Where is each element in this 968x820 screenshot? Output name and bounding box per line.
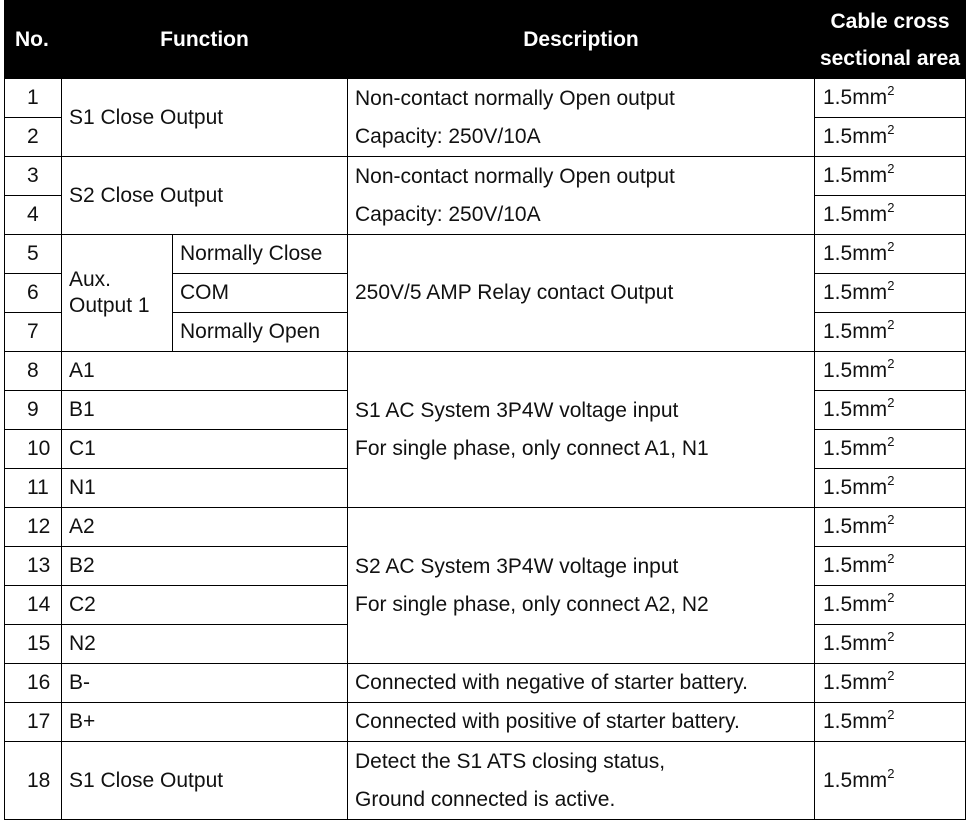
description-cell: Connected with positive of starter battery. [348, 703, 815, 742]
function-cell: S2 Close Output [62, 157, 348, 235]
cable-sup: 2 [887, 434, 895, 449]
header-no: No. [5, 1, 62, 79]
description-line: Capacity: 250V/10A [355, 202, 541, 226]
cable-area-cell [815, 547, 966, 586]
cable-sup: 2 [887, 200, 895, 215]
cable-value: 1.5mm [823, 632, 888, 655]
cable-area-cell [815, 235, 966, 274]
description-cell [348, 352, 815, 508]
description-line: Detect the S1 ATS closing status, [355, 749, 666, 773]
cable-sup: 2 [887, 629, 895, 644]
table-row [5, 235, 966, 274]
function-cell: N2 [62, 625, 348, 664]
cable-sup: 2 [887, 707, 895, 722]
row-number: 17 [5, 703, 62, 742]
cable-value: 1.5mm [823, 437, 888, 460]
cable-area-cell [815, 79, 966, 118]
row-number: 7 [5, 313, 62, 352]
cable-sup: 2 [887, 590, 895, 605]
cable-value: 1.5mm [823, 398, 888, 421]
aux-label-line: Aux. [69, 268, 112, 291]
row-number: 13 [5, 547, 62, 586]
cable-sup: 2 [887, 122, 895, 137]
row-number: 5 [5, 235, 62, 274]
table-row [5, 79, 966, 118]
description-cell: 250V/5 AMP Relay contact Output [348, 235, 815, 352]
function-cell: S1 Close Output [62, 742, 348, 820]
description-cell [348, 157, 815, 235]
cable-area-cell [815, 352, 966, 391]
cable-area-cell [815, 118, 966, 157]
description-line: S2 AC System 3P4W voltage input [355, 554, 679, 578]
terminal-function-table [4, 0, 966, 820]
table-row [5, 742, 966, 820]
cable-area-cell [815, 274, 966, 313]
cable-value: 1.5mm [823, 710, 888, 733]
table-row [5, 508, 966, 547]
cable-value: 1.5mm [823, 203, 888, 226]
function-cell: B2 [62, 547, 348, 586]
cable-area-cell [815, 391, 966, 430]
sub-function-cell: Normally Open [173, 313, 348, 352]
cable-area-cell [815, 157, 966, 196]
header-function: Function [62, 1, 348, 79]
function-cell: C2 [62, 586, 348, 625]
cable-value: 1.5mm [823, 164, 888, 187]
cable-value: 1.5mm [823, 768, 888, 792]
aux-label-line: Output 1 [69, 294, 150, 317]
cable-sup: 2 [887, 278, 895, 293]
table-header [5, 1, 966, 79]
cable-area-cell [815, 586, 966, 625]
cable-sup: 2 [887, 765, 895, 781]
cable-sup: 2 [887, 239, 895, 254]
table-row [5, 664, 966, 703]
cable-value: 1.5mm [823, 554, 888, 577]
row-number: 6 [5, 274, 62, 313]
cable-sup: 2 [887, 668, 895, 683]
cable-sup: 2 [887, 317, 895, 332]
cable-value: 1.5mm [823, 359, 888, 382]
row-number: 18 [5, 742, 62, 820]
description-line: For single phase, only connect A1, N1 [355, 436, 709, 460]
cable-value: 1.5mm [823, 593, 888, 616]
sub-function-cell: Normally Close [173, 235, 348, 274]
table-row [5, 352, 966, 391]
row-number: 11 [5, 469, 62, 508]
cable-value: 1.5mm [823, 320, 888, 343]
description-line: For single phase, only connect A2, N2 [355, 592, 709, 616]
header-cable-line2: sectional area [819, 46, 961, 70]
cable-sup: 2 [887, 395, 895, 410]
function-cell: S1 Close Output [62, 79, 348, 157]
description-cell [348, 79, 815, 157]
row-number: 16 [5, 664, 62, 703]
row-number: 14 [5, 586, 62, 625]
row-number: 2 [5, 118, 62, 157]
header-cable-line1: Cable cross [830, 9, 950, 33]
cable-sup: 2 [887, 551, 895, 566]
cable-value: 1.5mm [823, 281, 888, 304]
table-row [5, 703, 966, 742]
function-cell: B+ [62, 703, 348, 742]
function-cell: B- [62, 664, 348, 703]
row-number: 8 [5, 352, 62, 391]
row-number: 10 [5, 430, 62, 469]
header-description: Description [348, 1, 815, 79]
function-cell: N1 [62, 469, 348, 508]
cable-area-cell [815, 664, 966, 703]
cable-sup: 2 [887, 83, 895, 98]
cable-area-cell [815, 508, 966, 547]
cable-area-cell [815, 469, 966, 508]
row-number: 3 [5, 157, 62, 196]
row-number: 9 [5, 391, 62, 430]
cable-area-cell [815, 742, 966, 820]
cable-area-cell [815, 625, 966, 664]
row-number: 12 [5, 508, 62, 547]
cable-sup: 2 [887, 161, 895, 176]
sub-function-cell: COM [173, 274, 348, 313]
cable-value: 1.5mm [823, 671, 888, 694]
description-cell: Connected with negative of starter battery. [348, 664, 815, 703]
cable-value: 1.5mm [823, 125, 888, 148]
description-line: Non-contact normally Open output [355, 164, 675, 188]
cable-value: 1.5mm [823, 242, 888, 265]
cable-area-cell [815, 196, 966, 235]
function-cell: C1 [62, 430, 348, 469]
row-number: 1 [5, 79, 62, 118]
aux-output-label [62, 235, 173, 352]
cable-sup: 2 [887, 512, 895, 527]
row-number: 15 [5, 625, 62, 664]
cable-value: 1.5mm [823, 515, 888, 538]
header-cable-area [815, 1, 966, 79]
table-row [5, 157, 966, 196]
function-cell: A2 [62, 508, 348, 547]
description-cell [348, 508, 815, 664]
function-cell: B1 [62, 391, 348, 430]
description-line: S1 AC System 3P4W voltage input [355, 398, 679, 422]
cable-area-cell [815, 313, 966, 352]
cable-area-cell [815, 703, 966, 742]
description-line: Non-contact normally Open output [355, 86, 675, 110]
cable-area-cell [815, 430, 966, 469]
row-number: 4 [5, 196, 62, 235]
description-line: Ground connected is active. [355, 787, 616, 811]
description-line: Capacity: 250V/10A [355, 124, 541, 148]
cable-sup: 2 [887, 356, 895, 371]
function-cell: A1 [62, 352, 348, 391]
cable-value: 1.5mm [823, 476, 888, 499]
cable-sup: 2 [887, 473, 895, 488]
description-cell [348, 742, 815, 820]
cable-value: 1.5mm [823, 86, 888, 109]
